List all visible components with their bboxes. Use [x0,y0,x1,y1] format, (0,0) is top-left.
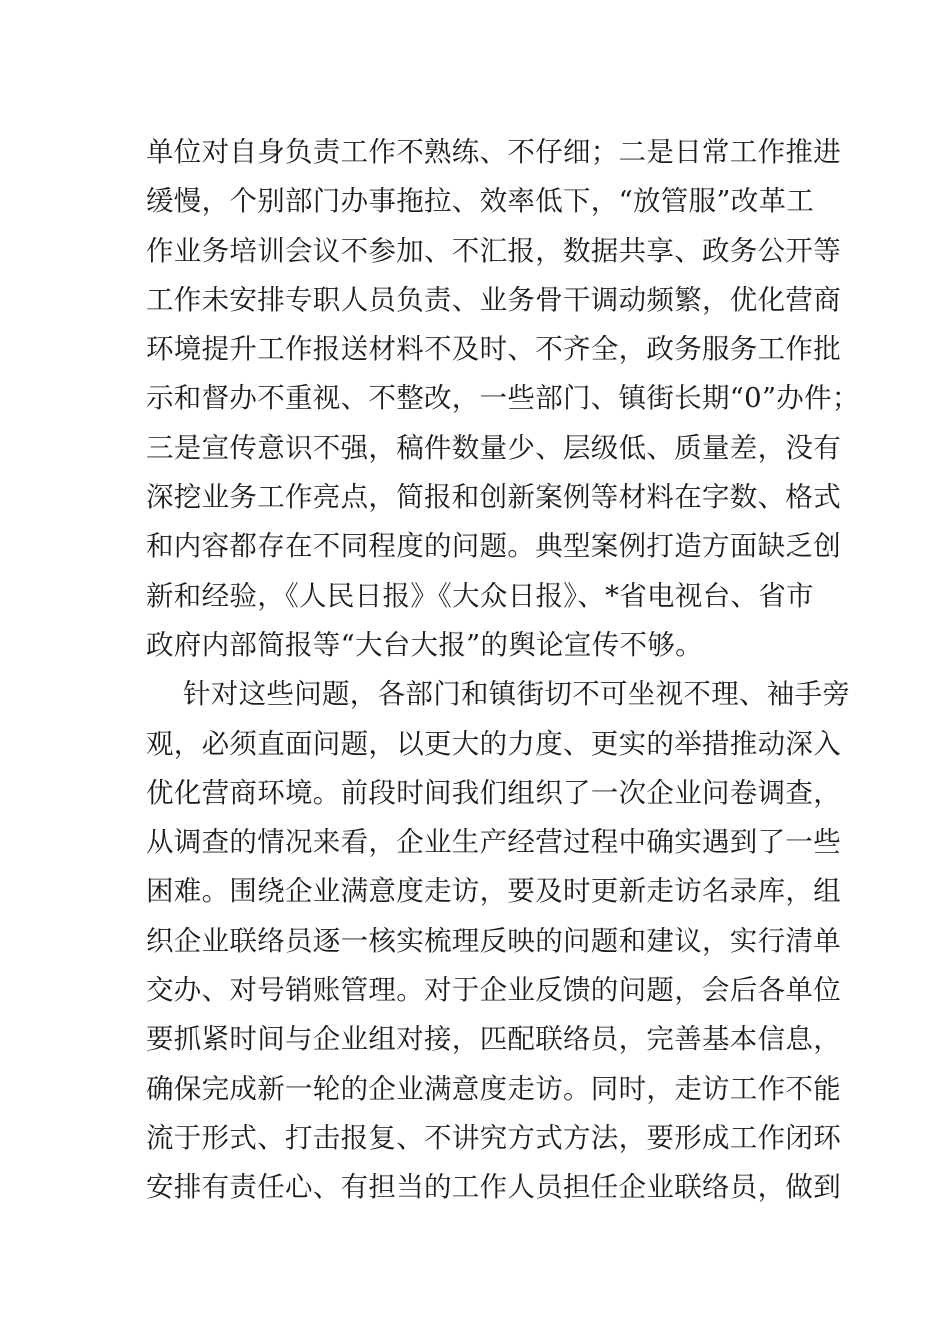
text-line: 新和经验，《人民日报》《大众日报》、*省电视台、省市 [146,579,814,612]
text-line: 三是宣传意识不强，稿件数量少、层级低、质量差，没有 [146,431,841,464]
text-line: 缓慢，个别部门办事拖拉、效率低下，“放管服”改革工 [146,185,815,218]
text-line: 优化营商环境。前段时间我们组织了一次企业问卷调查， [146,776,841,809]
text-line: 工作未安排专职人员负责、业务骨干调动频繁，优化营商 [146,283,841,316]
paragraph [146,670,851,1212]
text-line: 观，必须直面问题，以更大的力度、更实的举措推动深入 [146,727,841,760]
text-line: 交办、对号销账管理。对于企业反馈的问题，会后各单位 [146,974,841,1007]
text-line: 和内容都存在不同程度的问题。典型案例打造方面缺乏创 [146,530,841,563]
paragraph [146,128,860,670]
text-line: 困难。围绕企业满意度走访，要及时更新走访名录库，组 [146,875,841,908]
text-line: 单位对自身负责工作不熟练、不仔细；二是日常工作推进 [146,136,841,168]
text-line: 从调查的情况来看，企业生产经营过程中确实遇到了一些 [146,826,841,859]
document-body [146,128,860,1213]
text-line: 要抓紧时间与企业组对接，匹配联络员，完善基本信息， [146,1023,841,1056]
text-line: 安排有责任心、有担当的工作人员担任企业联络员，做到 [146,1171,841,1204]
text-line: 深挖业务工作亮点，简报和创新案例等材料在字数、格式 [146,481,841,514]
text-line: 确保完成新一轮的企业满意度走访。同时，走访工作不能 [146,1072,841,1105]
text-line: 示和督办不重视、不整改，一些部门、镇街长期“0”办件； [146,382,860,415]
text-line: 织企业联络员逐一核实梳理反映的问题和建议，实行清单 [146,924,841,957]
text-line: 针对这些问题，各部门和镇街切不可坐视不理、袖手旁 [183,678,851,711]
text-line: 政府内部简报等“大台大报”的舆论宣传不够。 [146,628,703,661]
text-line: 环境提升工作报送材料不及时、不齐全，政务服务工作批 [146,333,841,366]
text-line: 流于形式、打击报复、不讲究方式方法，要形成工作闭环 [146,1121,841,1154]
text-line: 作业务培训会议不参加、不汇报，数据共享、政务公开等 [146,234,841,267]
